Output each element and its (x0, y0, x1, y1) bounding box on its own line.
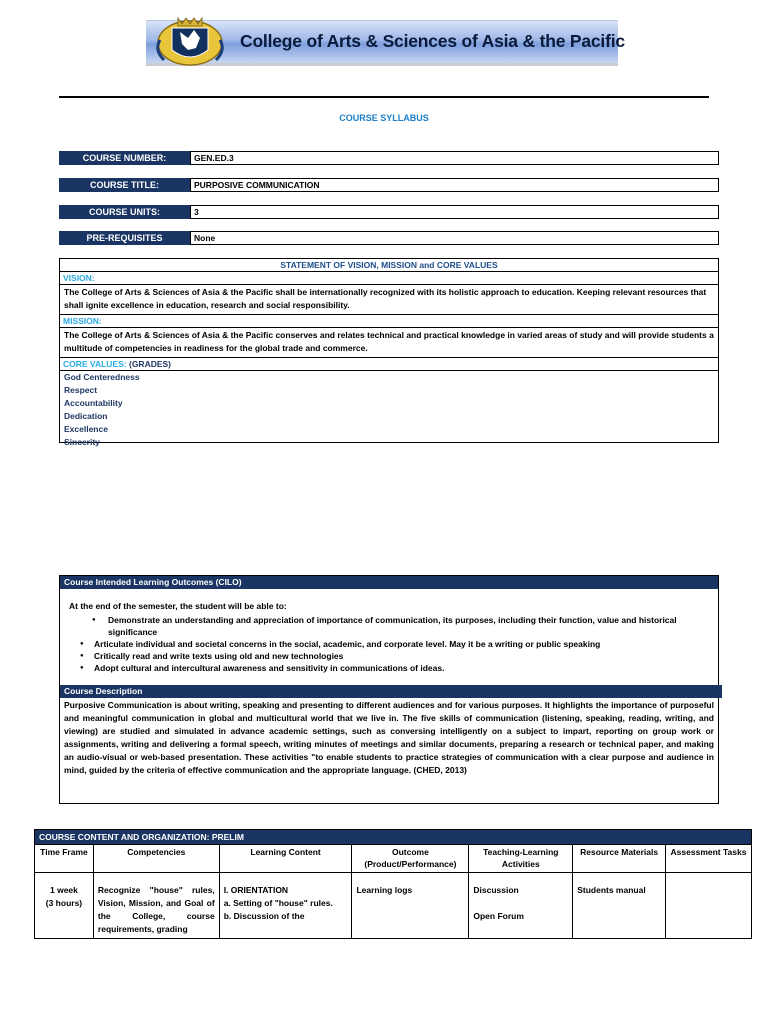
column-header: Outcome (Product/Performance) (352, 845, 469, 873)
course-title-label: COURSE TITLE: (59, 178, 190, 192)
core-value-item: Accountability (64, 398, 123, 408)
course-description-heading: Course Description (60, 685, 722, 698)
competencies-cell: Recognize "house" rules, Vision, Mission, and Goal of the College, course requirements, grading (93, 873, 219, 939)
course-number-label: COURSE NUMBER: (59, 151, 190, 165)
outcome-cell: Learning logs (352, 873, 469, 939)
column-header: Assessment Tasks (666, 845, 752, 873)
course-content-table (34, 829, 752, 939)
cilo-section (59, 575, 719, 804)
crest-logo-icon (148, 10, 238, 68)
college-name: College of Arts & Sciences of Asia & the Pacific (240, 31, 625, 51)
core-values-label: CORE VALUES: (63, 359, 127, 369)
cilo-intro: At the end of the semester, the student will be able to: (69, 601, 287, 611)
mission-text: The College of Arts & Sciences of Asia & the Pacific conserves and relates technical and practical knowledge in varied areas of study and will provide students a multitude of competencies in readiness for the global trade and commerce. (60, 328, 718, 358)
course-description-text: Purposive Communication is about writing, speaking and presenting to different audiences and for various purposes. It highlights the importance of purposeful and meaningful communication in global and multicultural world that we live in. The five skills of communication (listening, speaking, reading, writing, and viewing) are studied and simulated in advance academic settings, such as conversing intelligently on a subject to impart, reporting on group work or assignments, writing and delivering a formal speech, writing minutes of meetings and similar documents, preparing a research or technical paper, and making an audio-visual or web-based presentation. These activities "to enable students to practice strategies of communication with a clear purpose and audience in mind, guided by the criteria of effective communication and the appropriate language. (CHED, 2013) (64, 700, 714, 775)
resources-cell: Students manual (573, 873, 666, 939)
core-values-heading (60, 358, 718, 371)
course-title-row (59, 178, 719, 192)
vision-label: VISION: (60, 272, 718, 285)
course-units-row (59, 205, 719, 219)
activity-line: Discussion (473, 885, 519, 895)
time-frame-hours: (3 hours) (45, 898, 83, 908)
course-units-value: 3 (190, 205, 719, 219)
core-value-item: Sincerity (64, 437, 100, 447)
cilo-outcome: ● Articulate individual and societal concerns in the social, academic, and corporate level. May it be a writing or public speaking (80, 638, 710, 650)
vmcv-heading: STATEMENT OF VISION, MISSION and CORE VALUES (60, 259, 718, 272)
core-value-item: God Centeredness (64, 372, 140, 382)
learning-content-line: a. Setting of "house" rules. (223, 898, 333, 908)
prerequisites-label: PRE-REQUISITES (59, 231, 190, 245)
cilo-outcomes-list (80, 614, 710, 674)
core-value-item: Excellence (64, 424, 108, 434)
prerequisites-value: None (190, 231, 719, 245)
prerequisites-row (59, 231, 719, 245)
course-title-value: PURPOSIVE COMMUNICATION (190, 178, 719, 192)
vision-mission-section (59, 258, 719, 447)
cilo-heading: Course Intended Learning Outcomes (CILO) (60, 576, 718, 589)
cilo-outcome: ● Adopt cultural and intercultural awareness and sensitivity in communications of ideas. (80, 662, 710, 674)
learning-content-cell (219, 873, 352, 939)
column-header: Learning Content (219, 845, 352, 873)
mission-label: MISSION: (60, 315, 718, 328)
table-row (35, 873, 752, 939)
course-content-heading: COURSE CONTENT AND ORGANIZATION: PRELIM (35, 830, 752, 845)
assessment-cell (666, 873, 752, 939)
column-header: Resource Materials (573, 845, 666, 873)
vision-text: The College of Arts & Sciences of Asia & the Pacific shall be internationally recognized with its holistic approach to education. Keeping relevant resources that shall ignite excellence in education, research and social responsibility. (60, 285, 718, 315)
column-header: Teaching-Learning Activities (469, 845, 573, 873)
activities-cell (469, 873, 573, 939)
core-value-item: Dedication (64, 411, 108, 421)
activity-line: Open Forum (473, 911, 524, 921)
core-value-item: Respect (64, 385, 98, 395)
time-frame-cell (35, 873, 94, 939)
core-values-sub: (GRADES) (128, 359, 172, 369)
course-units-label: COURSE UNITS: (59, 205, 190, 219)
core-values-list (60, 371, 718, 449)
page-title: COURSE SYLLABUS (339, 113, 429, 123)
learning-content-line: I. ORIENTATION (223, 885, 289, 895)
column-header: Time Frame (35, 845, 94, 873)
learning-content-line: b. Discussion of the (223, 911, 305, 921)
cilo-outcome: ● Critically read and write texts using old and new technologies (80, 650, 710, 662)
header-divider (59, 96, 709, 98)
column-header: Competencies (93, 845, 219, 873)
course-number-row (59, 151, 719, 165)
course-number-value: GEN.ED.3 (190, 151, 719, 165)
time-frame-duration: 1 week (50, 885, 78, 895)
cilo-outcome: ● Demonstrate an understanding and appreciation of importance of communication, its purposes, including their function, value and historical significance (92, 614, 710, 638)
